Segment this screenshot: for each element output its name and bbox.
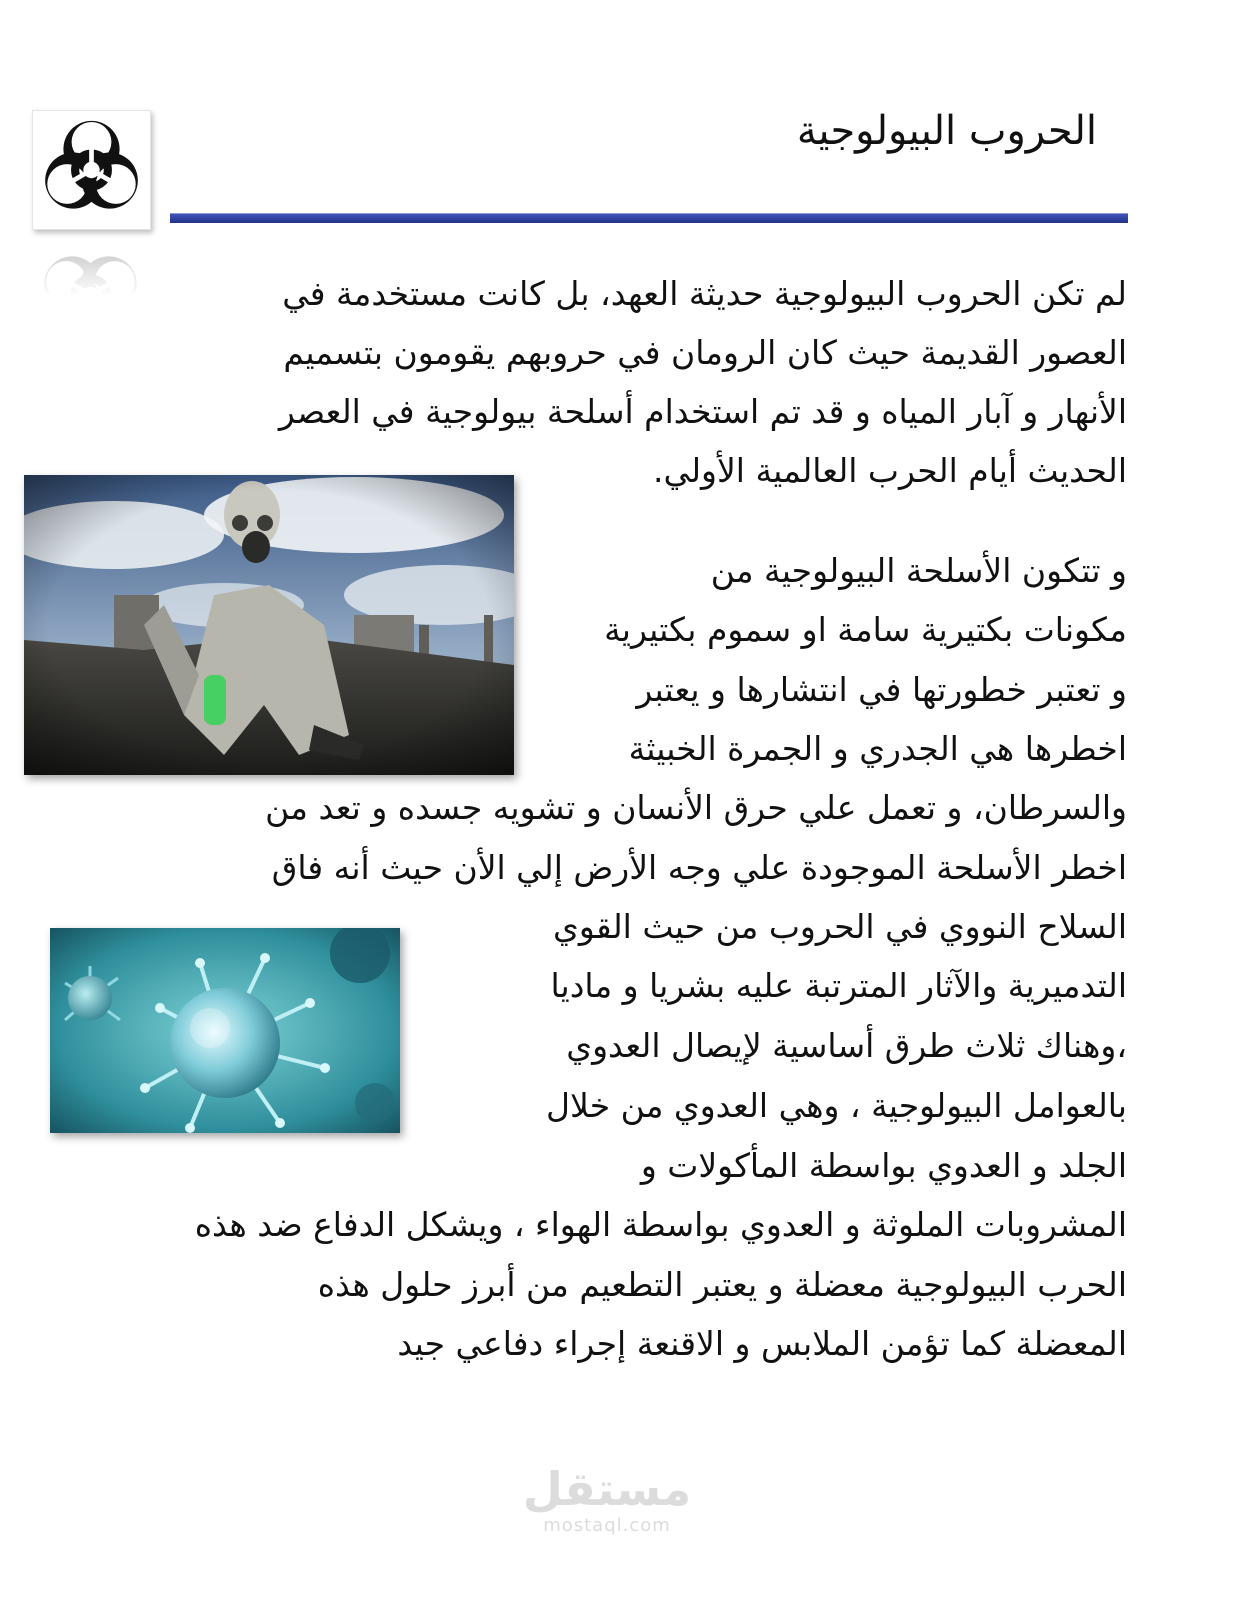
text-line: والسرطان، و تعمل علي حرق الأنسان و تشويه جسده و تعد من (265, 788, 1127, 827)
text-line: لم تكن الحروب البيولوجية حديثة العهد، بل كانت مستخدمة في (282, 274, 1127, 313)
text-line: ،وهناك ثلاث طرق أساسية لإيصال العدوي (566, 1026, 1127, 1065)
text-line: بالعوامل البيولوجية ، وهي العدوي من خلال (546, 1086, 1127, 1125)
text-line: الأنهار و آبار المياه و قد تم استخدام أسلحة بيولوجية في العصر (278, 392, 1127, 431)
watermark-arabic: مستقل (522, 1462, 692, 1516)
text-line: الجلد و العدوي بواسطة المأكولات و (640, 1146, 1127, 1185)
biohazard-icon (33, 111, 150, 229)
virus-photo (50, 928, 400, 1133)
biohazard-logo (32, 110, 151, 230)
text-line: اخطر الأسلحة الموجودة علي وجه الأرض إلي الأن حيث أنه فاق (271, 848, 1127, 887)
text-line: العصور القديمة حيث كان الرومان في حروبهم يقومون بتسميم (283, 333, 1127, 372)
title-divider (170, 213, 1128, 223)
text-line: و تعتبر خطورتها في انتشارها و يعتبر (636, 670, 1127, 709)
text-line: المعضلة كما تؤمن الملابس و الاقنعة إجراء دفاعي جيد (397, 1324, 1127, 1363)
watermark-latin: mostaql.com (543, 1515, 671, 1536)
hazmat-soldier-photo (24, 475, 514, 775)
text-line: السلاح النووي في الحروب من حيث القوي (553, 907, 1127, 946)
text-line: التدميرية والآثار المترتبة عليه بشريا و ماديا (550, 966, 1127, 1005)
text-line: مكونات بكتيرية سامة او سموم بكتيرية (604, 610, 1127, 649)
mostaql-watermark (522, 1462, 692, 1536)
text-line: الحرب البيولوجية معضلة و يعتبر التطعيم من أبرز حلول هذه (317, 1265, 1127, 1304)
text-line: اخطرها هي الجدري و الجمرة الخبيثة (628, 729, 1127, 768)
text-line: المشروبات الملوثة و العدوي بواسطة الهواء ، ويشكل الدفاع ضد هذه (194, 1205, 1127, 1244)
text-line: و تتكون الأسلحة البيولوجية من (710, 551, 1127, 590)
text-line: الحديث أيام الحرب العالمية الأولي. (653, 451, 1127, 490)
logo-reflection (32, 236, 149, 296)
page-title: الحروب البيولوجية (796, 108, 1097, 154)
